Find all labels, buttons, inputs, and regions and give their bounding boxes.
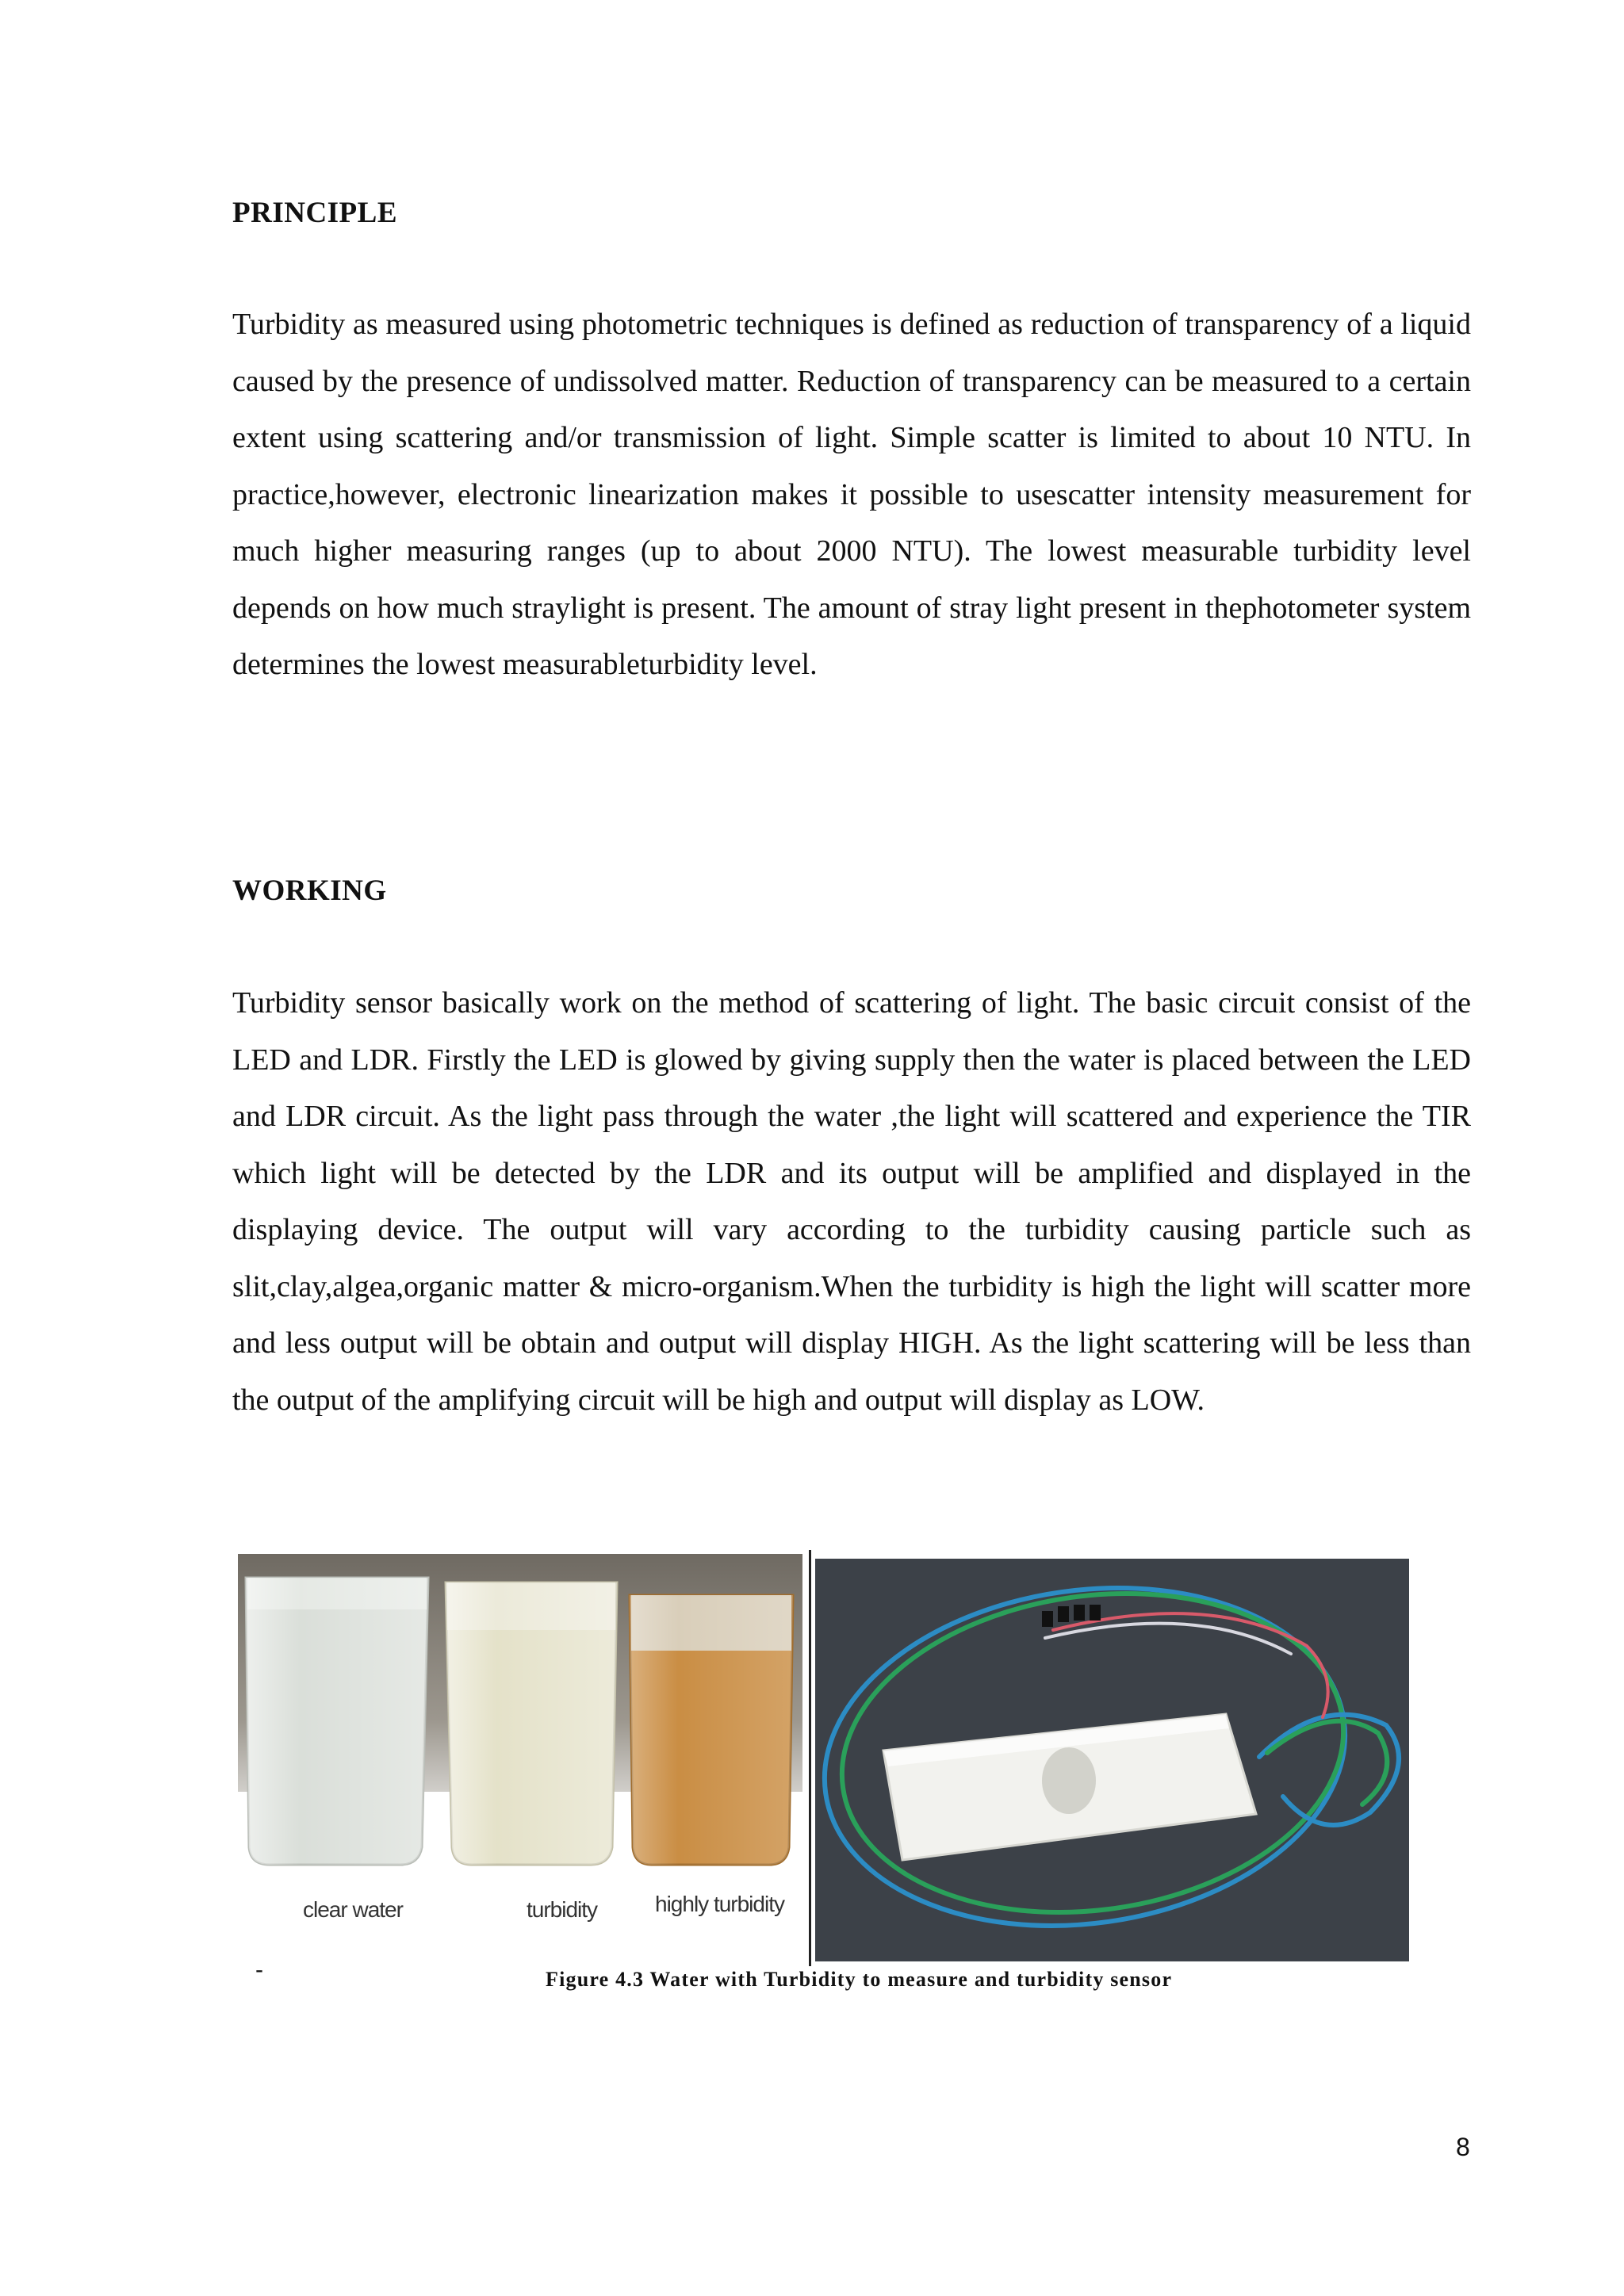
beakers-illustration bbox=[238, 1554, 802, 1938]
working-heading: WORKING bbox=[232, 874, 387, 907]
highly-turbidity-label: highly turbidity bbox=[655, 1892, 784, 1916]
figure-caption: Figure 4.3 Water with Turbidity to measure and turbidity sensor bbox=[546, 1968, 1173, 1991]
turbidity-beaker bbox=[446, 1582, 617, 1865]
page-number: 8 bbox=[1456, 2133, 1470, 2161]
turbidity-label: turbidity bbox=[527, 1897, 598, 1922]
beakers-photo bbox=[238, 1554, 802, 1938]
sensor-illustration bbox=[815, 1559, 1409, 1961]
working-paragraph: Turbidity sensor basically work on the method of scattering of light. The basic circuit consist of the LED and LDR. Firstly the LED is glowed by giving supply then the water is placed between the LED and LDR circuit. As the light pass through the water ,the light will scattered and experience the TIR which light will be detected by the LDR and its output will be amplified and displayed in the displaying device. The output will vary according to the turbidity causing particle such as slit,clay,algea,organic matter & micro-organism.When the turbidity is high the light will scatter more and less output will be obtain and output will display HIGH. As the light scattering will be less than the output of the amplifying circuit will be high and output will display as LOW. bbox=[232, 986, 1471, 1417]
sensor-photo bbox=[815, 1559, 1409, 1961]
figure-divider bbox=[809, 1550, 811, 1966]
principle-paragraph: Turbidity as measured using photometric techniques is defined as reduction of transparency of a liquid caused by the presence of undissolved matter. Reduction of transparency can be measured to a certain extent using scattering and/or transmission of light. Simple scatter is limited to about 10 NTU. In practice,however, electronic linearization makes it possible to usescatter intensity measurement for much higher measuring ranges (up to about 2000 NTU). The lowest measurable turbidity level depends on how much straylight is present. The amount of stray light present in thephotometer system determines the lowest measurableturbidity level. bbox=[232, 308, 1471, 681]
stray-dash: - bbox=[255, 1957, 263, 1983]
clear-water-label: clear water bbox=[303, 1897, 403, 1922]
highly-turbidity-beaker bbox=[630, 1595, 793, 1865]
clear-water-beaker bbox=[246, 1578, 428, 1865]
principle-heading: PRINCIPLE bbox=[232, 197, 398, 229]
